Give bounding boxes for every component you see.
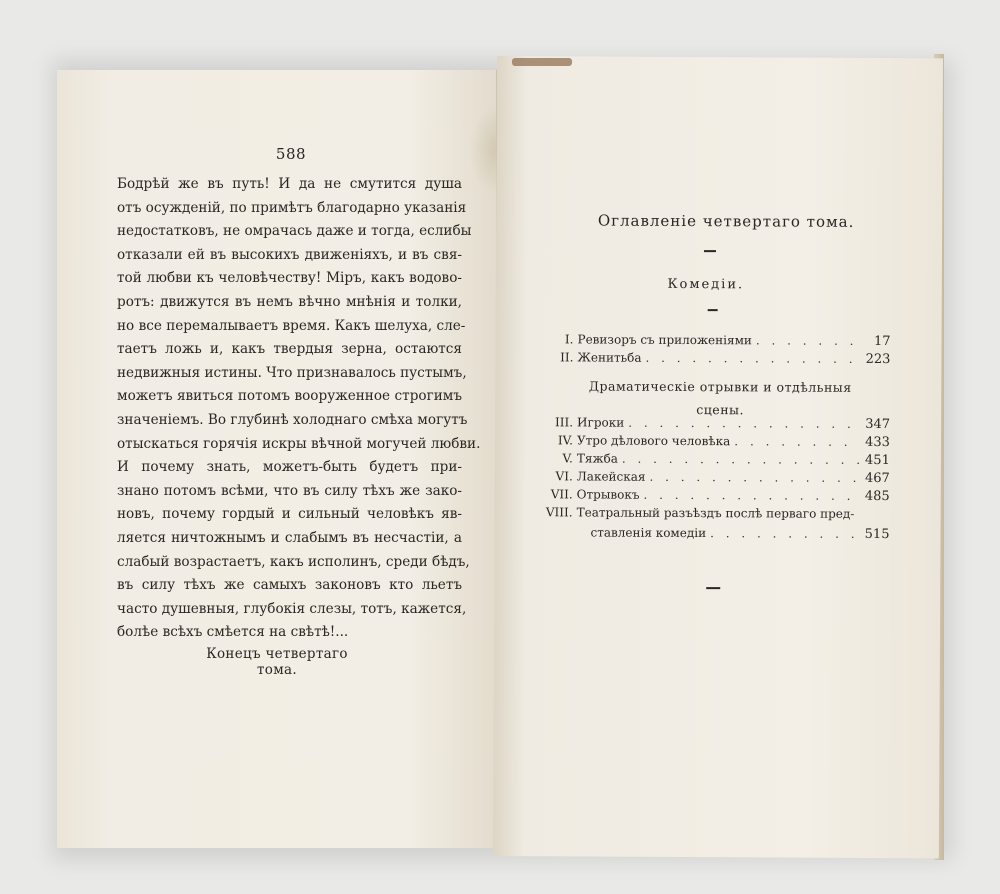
divider-dash bbox=[708, 309, 718, 311]
section-heading: Комедіи. bbox=[667, 276, 745, 293]
text-line: недостатковъ, не омрачась даже и тогда, еслибы bbox=[117, 223, 472, 240]
text-line: значеніемъ. Во глубинѣ холоднаго смѣха могутъ bbox=[117, 411, 468, 428]
toc-label: Лакейская bbox=[576, 469, 646, 484]
toc-list bbox=[545, 330, 890, 368]
text-line: въ силу тѣхъ же самыхъ законовъ кто льетъ bbox=[117, 577, 462, 594]
leader-dots bbox=[752, 331, 861, 350]
leader-dots bbox=[642, 349, 861, 368]
toc-number: VI. bbox=[555, 469, 573, 484]
toc-entry-continuation bbox=[544, 521, 889, 545]
toc-number: IV. bbox=[557, 433, 574, 448]
toc-number: V. bbox=[562, 451, 573, 466]
toc-entry bbox=[545, 348, 890, 368]
toc-entry bbox=[545, 503, 890, 523]
toc-number: I. bbox=[564, 332, 574, 347]
leader-dots bbox=[706, 522, 860, 545]
toc-label: Женитьба bbox=[577, 350, 642, 365]
text-line: Бодрѣй же въ путь! И да не смутится душа bbox=[117, 176, 462, 192]
leader-dots bbox=[618, 450, 860, 469]
toc-label: Утро дѣлового человѣка bbox=[576, 433, 731, 449]
toc-page-number: 451 bbox=[865, 452, 890, 469]
toc-number: VIII. bbox=[545, 505, 573, 520]
toc-title: Оглавленіе четвертаго тома. bbox=[597, 211, 855, 231]
toc-page-number: 223 bbox=[865, 351, 891, 368]
text-line: ротъ: движутся въ немъ вѣчно мнѣнія и толки, bbox=[117, 293, 462, 310]
toc-entry bbox=[545, 449, 890, 469]
divider-dash bbox=[704, 250, 716, 252]
toc-label: Тяжба bbox=[576, 451, 618, 466]
body-text bbox=[117, 173, 481, 645]
toc-entry bbox=[545, 413, 890, 433]
text-line: часто душевныя, глубокія слезы, тотъ, кажется, bbox=[117, 600, 467, 617]
toc-label: Ревизоръ съ приложеніями bbox=[577, 332, 752, 348]
toc-page-number: 467 bbox=[864, 470, 890, 487]
text-line: той любви къ человѣчеству! Міръ, какъ водово- bbox=[117, 270, 462, 287]
right-page bbox=[493, 56, 943, 858]
toc-label: Театральный разъѣздъ послѣ перваго пред- bbox=[576, 505, 855, 521]
toc-page-number: 17 bbox=[873, 333, 891, 350]
page-number: 588 bbox=[275, 145, 307, 163]
text-line: но все перемалываетъ время. Какъ шелуха, сле- bbox=[117, 317, 466, 334]
toc-page-number: 515 bbox=[864, 526, 890, 543]
toc-page-number: 433 bbox=[865, 434, 891, 451]
toc-page-number: 347 bbox=[865, 416, 891, 433]
toc-page-number: 485 bbox=[864, 488, 890, 505]
toc-label: Игроки bbox=[577, 415, 625, 430]
text-line: болѣе всѣхъ смѣется на свѣтѣ!... bbox=[117, 624, 349, 641]
toc-number: III. bbox=[554, 415, 574, 430]
toc-entry bbox=[545, 467, 890, 487]
toc-list bbox=[544, 413, 890, 545]
leader-dots bbox=[624, 414, 860, 433]
divider-dash bbox=[706, 587, 720, 589]
toc-label: Отрывокъ bbox=[576, 487, 640, 502]
text-line: знано потомъ всѣми, что въ силу тѣхъ же зако- bbox=[117, 482, 462, 499]
text-line: отыскаться горячія искры вѣчной могучей любви. bbox=[117, 435, 481, 452]
text-line: отъ осужденій, по примѣтъ благодарно указанія bbox=[117, 199, 467, 216]
section-heading-line: сцены. bbox=[696, 402, 745, 418]
leader-dots bbox=[730, 432, 860, 451]
leader-dots bbox=[645, 468, 859, 487]
text-line: отказали ей въ высокихъ движеніяхъ, и въ свя- bbox=[117, 246, 462, 263]
text-line: недвижныя истины. Что признавалось пустымъ, bbox=[117, 364, 467, 381]
torn-paper bbox=[512, 58, 572, 66]
text-line: таетъ ложь и, какъ твердыя зерна, остаются bbox=[117, 341, 462, 358]
toc-number: II. bbox=[560, 350, 574, 365]
text-line: ляется ничтожнымъ и слабымъ въ несчастіи, а bbox=[117, 529, 462, 546]
toc-entry bbox=[545, 330, 890, 350]
text-line: новъ, почему гордый и сильный человѣкъ яв- bbox=[117, 506, 462, 523]
leader-dots bbox=[639, 486, 859, 505]
text-line: слабый возрастаетъ, какъ исполинъ, среди бѣдъ, bbox=[117, 553, 470, 570]
text-line: И почему знать, можетъ-быть будетъ при- bbox=[117, 459, 462, 476]
toc-number: VII. bbox=[550, 487, 573, 502]
section-heading-line: Драматическіе отрывки и отдѣльныя bbox=[588, 378, 852, 395]
colophon: Конецъ четвертаго тома. bbox=[206, 646, 348, 678]
toc-entry bbox=[545, 431, 890, 451]
toc-entry bbox=[545, 485, 890, 505]
toc-label: ставленія комедіи bbox=[590, 525, 707, 541]
text-line: можетъ явиться потомъ вооруженное строгимъ bbox=[117, 388, 462, 405]
left-page bbox=[57, 70, 497, 848]
